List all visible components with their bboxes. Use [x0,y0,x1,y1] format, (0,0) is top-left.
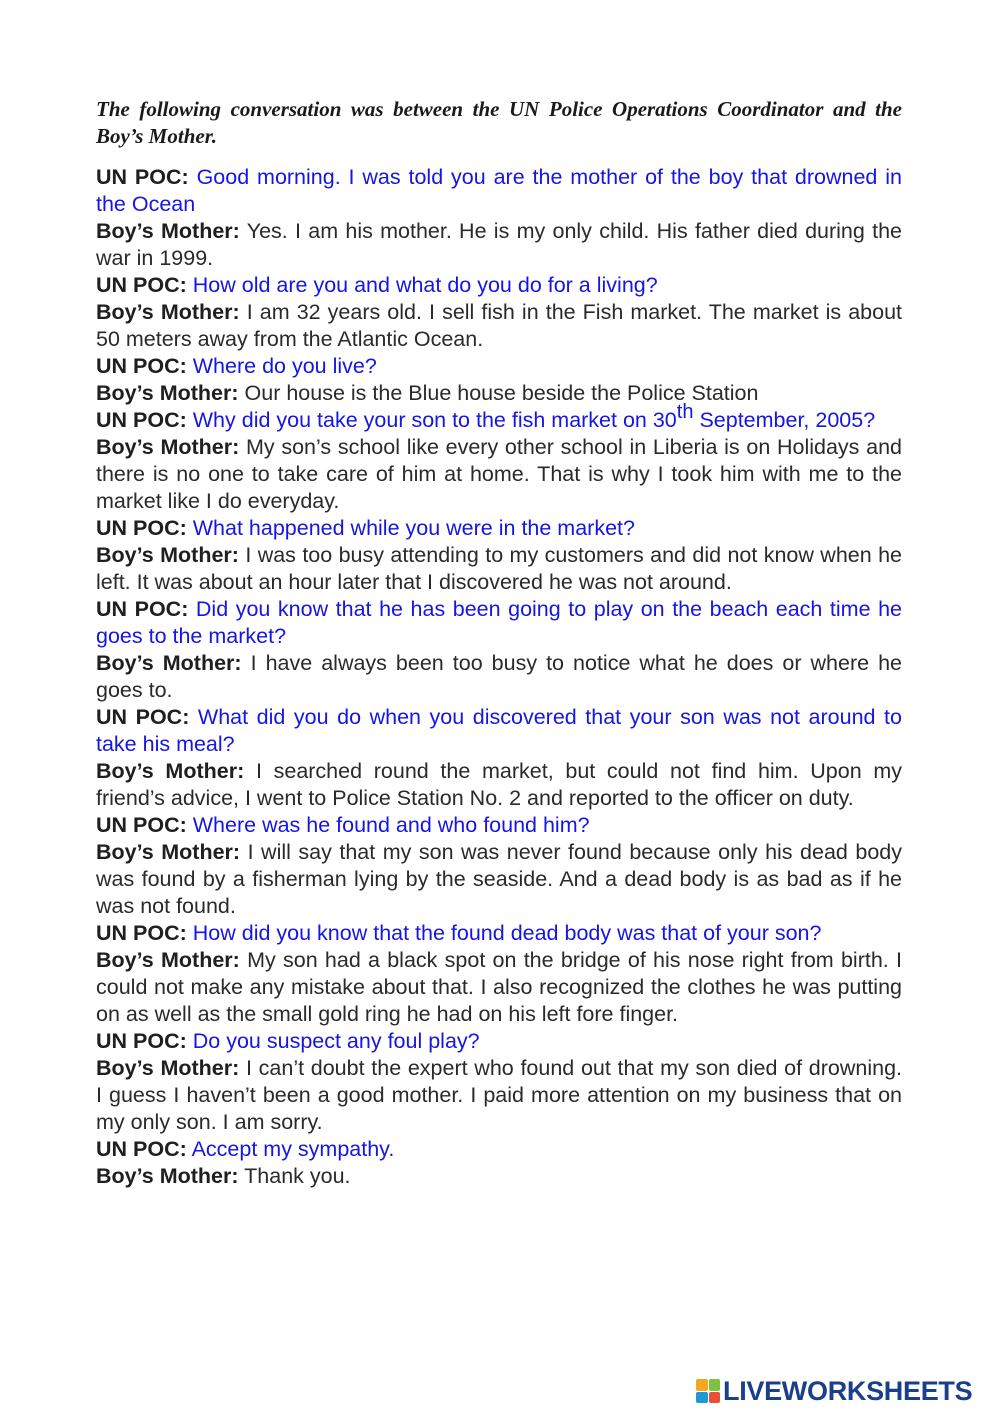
line-text: Good morning. I was told you are the mother of the boy that drowned in the Ocean [96,165,902,216]
speaker-poc: UN POC: [96,705,190,729]
mother-line [96,1163,902,1190]
line-text: What did you do when you discovered that your son was not around to take his meal? [96,705,902,756]
line-text: Why did you take your son to the fish market on 30 [192,408,677,432]
speaker-mother: Boy’s Mother: [96,435,240,459]
poc-line [96,272,902,299]
line-text: I have always been too busy to notice what he does or where he goes to. [96,651,902,702]
brand-name: LIVEWORKSHEETS [723,1375,973,1406]
logo-square-2 [709,1379,721,1391]
line-text: Thank you. [244,1164,351,1188]
poc-line [96,353,902,380]
line-text: I can’t doubt the expert who found out that my son died of drowning. I guess I haven’t been a good mother. I paid more attention on my business that on my only son. I am sorry. [96,1056,903,1134]
speaker-mother: Boy’s Mother: [96,381,239,405]
speaker-mother: Boy’s Mother: [96,759,245,783]
mother-line [96,650,902,704]
mother-line [96,947,902,1028]
line-text: Our house is the Blue house beside the Police Station [244,381,759,405]
logo-square-3 [696,1392,708,1404]
mother-line [96,434,902,515]
ordinal-suffix: th [676,401,694,423]
line-text-continued: September, 2005? [693,408,876,432]
poc-line [96,515,902,542]
mother-line [96,380,902,407]
liveworksheets-brand[interactable] [696,1374,972,1408]
poc-line [96,920,902,947]
poc-line [96,401,902,434]
speaker-poc: UN POC: [96,165,189,189]
line-text: Did you know that he has been going to play on the beach each time he goes to the market? [96,597,902,648]
speaker-mother: Boy’s Mother: [96,219,240,243]
poc-line [96,1028,902,1055]
mother-line [96,299,902,353]
speaker-mother: Boy’s Mother: [96,300,240,324]
speaker-poc: UN POC: [96,813,187,837]
line-text: My son’s school like every other school in Liberia is on Holidays and there is no one to take care of him at home. That is why I took him with me to the market like I do everyday. [96,435,902,513]
line-text: What happened while you were in the market? [192,516,635,540]
speaker-mother: Boy’s Mother: [96,1164,239,1188]
speaker-poc: UN POC: [96,1029,187,1053]
poc-line [96,164,902,218]
speaker-poc: UN POC: [96,408,187,432]
document-page [96,96,902,1190]
poc-line [96,1136,902,1163]
poc-line [96,596,902,650]
line-text: Yes. I am his mother. He is my only child. His father died during the war in 1999. [96,219,902,270]
line-text: How did you know that the found dead body was that of your son? [192,921,822,945]
line-text: Accept my sympathy. [191,1137,395,1161]
line-text: Where do you live? [192,354,377,378]
mother-line [96,1055,902,1136]
speaker-poc: UN POC: [96,273,187,297]
speaker-poc: UN POC: [96,921,187,945]
liveworksheets-logo-icon [696,1379,720,1403]
speaker-poc: UN POC: [96,597,189,621]
line-text: How old are you and what do you do for a living? [192,273,658,297]
mother-line [96,839,902,920]
line-text: I was too busy attending to my customers and did not know when he left. It was about an hour later that I discovered he was not around. [96,543,902,594]
speaker-poc: UN POC: [96,354,187,378]
mother-line [96,218,902,272]
line-text: Where was he found and who found him? [192,813,590,837]
logo-square-4 [709,1392,721,1404]
mother-line [96,758,902,812]
line-text: Do you suspect any foul play? [192,1029,480,1053]
speaker-mother: Boy’s Mother: [96,543,239,567]
speaker-poc: UN POC: [96,516,187,540]
mother-line [96,542,902,596]
line-text: I will say that my son was never found because only his dead body was found by a fisherman lying by the seaside. And a dead body is as bad as if he was not found. [96,840,902,918]
intro-heading: The following conversation was between the UN Police Operations Coordinator and the Boy’s Mother. [96,97,902,148]
speaker-mother: Boy’s Mother: [96,1056,240,1080]
speaker-mother: Boy’s Mother: [96,840,241,864]
poc-line [96,812,902,839]
line-text: My son had a black spot on the bridge of his nose right from birth. I could not make any mistake about that. I also recognized the clothes he was putting on as well as the small gold ring he had on his left fore finger. [96,948,902,1026]
speaker-mother: Boy’s Mother: [96,948,240,972]
speaker-poc: UN POC: [96,1137,187,1161]
poc-line [96,704,902,758]
dialogue [96,164,902,1190]
line-text: I searched round the market, but could not find him. Upon my friend’s advice, I went to Police Station No. 2 and reported to the officer on duty. [96,759,902,810]
speaker-mother: Boy’s Mother: [96,651,242,675]
logo-square-1 [696,1379,708,1391]
line-text: I am 32 years old. I sell fish in the Fish market. The market is about 50 meters away from the Atlantic Ocean. [96,300,902,351]
